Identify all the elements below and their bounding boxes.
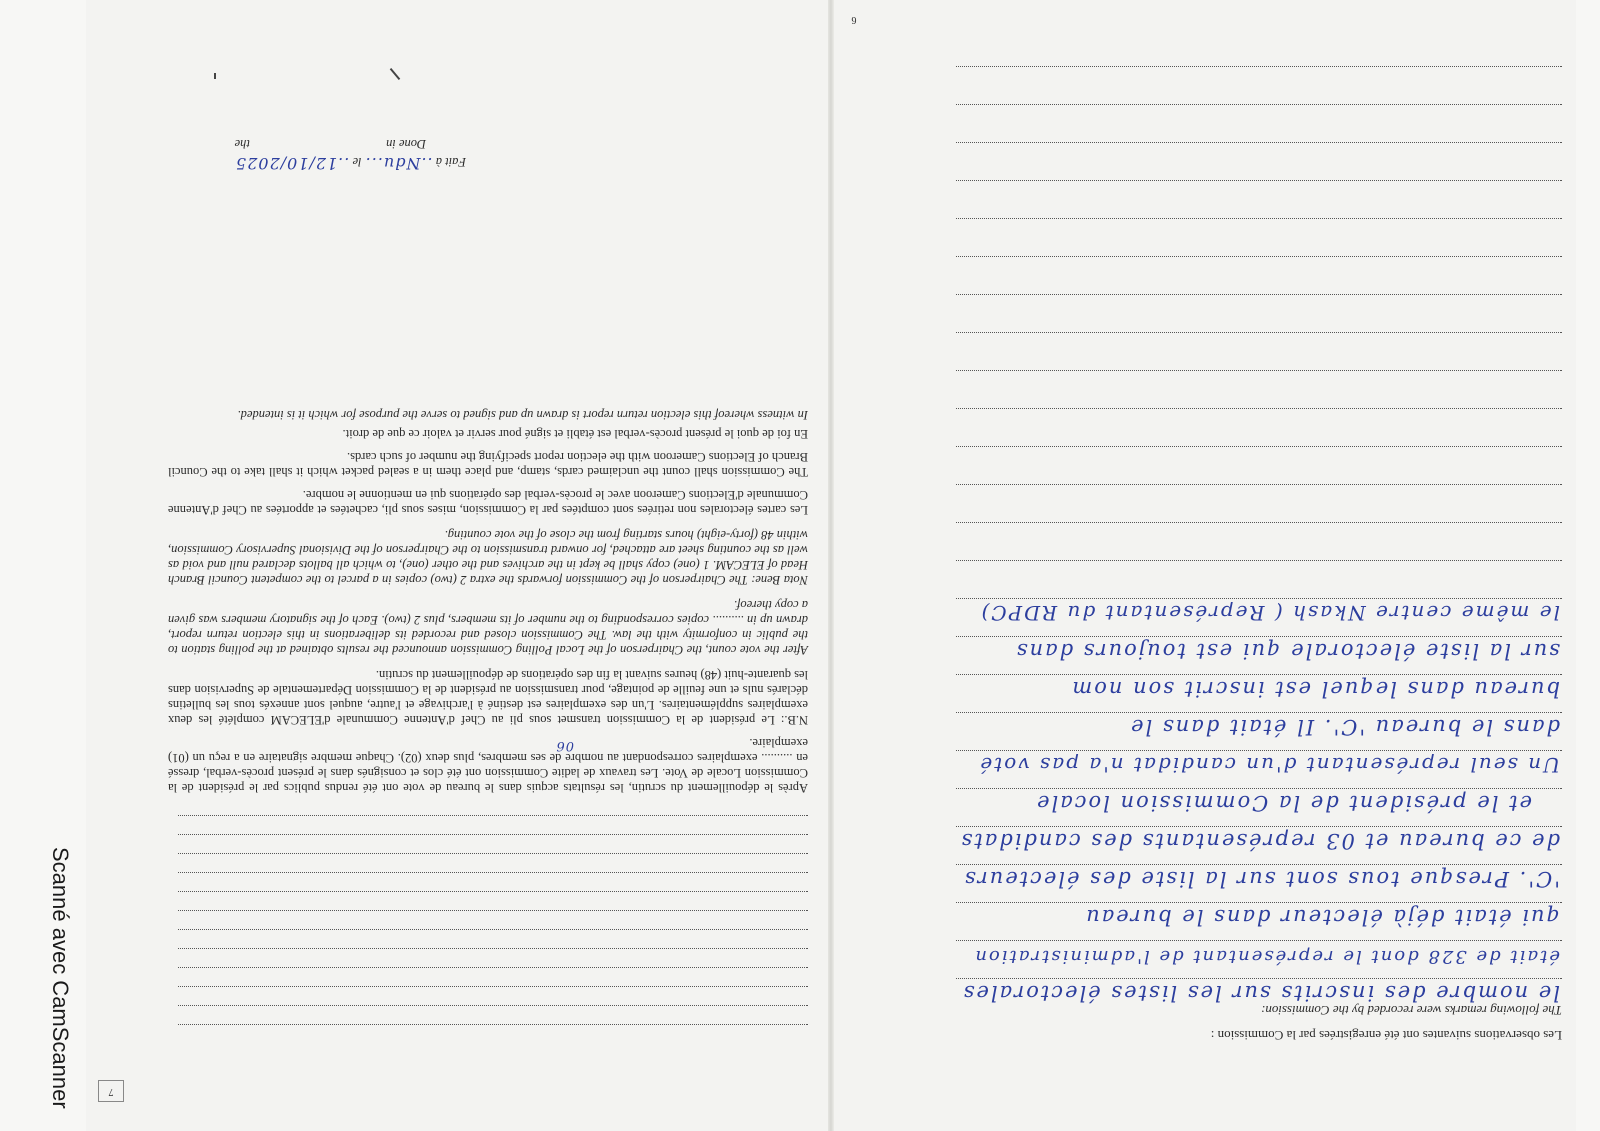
intro-paragraph-fr: Après le dépouillement du scrutin, les résultats acquis dans le bureau de vote ont été rendus publics par le président de la Commission Locale de Vote. Les travaux de ladite Commission ont été clos et consignés dans le présent procès-verbal, dressé en .......... exemplaires correspondant au nombre de ses membres, plus deux (02). Chaque membre signataire en a reçu un (01) exemplaire.	[168, 736, 808, 795]
in-witness-paragraph-en: In witness whereof this election return report is drawn up and signed to serve the purpose for which it is intended.	[237, 408, 808, 422]
remarks-heading-en: The following remarks were recorded by the Commission:	[1260, 1003, 1562, 1018]
nb-paragraph-fr: N.B.: Le président de la Commission transmet sous pli au Chef d'Antenne Communale d'ELECAM complété les deux exemplaires supplémentaires. L'un des exemplaires est destiné à l'archivage et l'autre, auquel sont annexés tous les bulletins déclarés nuls et une feuille de pointage, pour transmission au président de la Commission Départementale de Supervision dans les quarante-huit (48) heures suivant la fin des opérations de dépouillement du scrutin.	[168, 668, 808, 727]
body-text	[168, 403, 808, 795]
in-faith-paragraph-fr: En foi de quoi le présent procès-verbal est établi et signé pour servir et valoir ce que de droit.	[342, 427, 808, 441]
left-page	[90, 0, 826, 1131]
scan-mark	[390, 68, 401, 80]
nota-bene-paragraph-en: Nota Bene: The Chairperson of the Commission forwards the extra 2 (two) copies in a parcel to the competent Council Branch Head of ELECAM. 1 (one) copy shall be kept in the archives and the other (one), to which all ballots declared null and void as well as the counting sheet are attached, for onward transmission to the Chairperson of the Divisional Supervisory Commission, within 48 (forty-eight) hours starting from the close of the vote counting.	[168, 528, 808, 587]
page-number: 6	[851, 14, 857, 25]
book-binding	[828, 0, 834, 1131]
handwritten-line: le nombre des inscrits sur les listes électorales	[961, 981, 1560, 1005]
handwritten-copies-count: 06	[555, 738, 574, 753]
done-in-row: Done in the	[234, 137, 426, 151]
unclaimed-cards-paragraph-en: The Commission shall count the unclaimed cards, stamp, and place them in a sealed packet which it shall take to the Council Branch of Elections Cameroon with the election report specifying the number of such cards.	[168, 450, 808, 479]
remarks-heading	[882, 1003, 1562, 1043]
after-count-paragraph-en: After the vote count, the Chairperson of the Local Polling Commission announced the results obtained at the polling station to the public in conformity with the law. The Commission closed and recorded its deliberations in this election return report, drawn up in .......... copies corresponding to the number of its members, plus 2 (two). Each of the signatory members was given a copy thereof.	[168, 598, 808, 657]
handwritten-line: le même centre Nkash ( Représentant du RDPC)	[979, 601, 1560, 625]
handwritten-line: de ce bureau et 03 représentants des candidats	[959, 829, 1560, 853]
signature-place-date-row: Fait à ..Ndu... le ..12/10/2025	[235, 154, 466, 173]
handwritten-line: dans le bureau 'C'. Il était dans le	[1129, 715, 1560, 739]
handwritten-line: 'C'. Presque tous sont sur la liste des électeurs	[962, 867, 1560, 891]
page-number: 7	[98, 1080, 124, 1102]
scan-mark	[214, 73, 216, 79]
handwritten-line: Un seul représentant d'un candidat n'a pas voté	[978, 753, 1560, 777]
right-page	[836, 0, 1572, 1131]
handwritten-line: bureau dans lequel est inscrit son nom	[1070, 677, 1560, 701]
camscanner-watermark: Scanné avec CamScanner	[48, 847, 73, 1109]
unclaimed-cards-paragraph-fr: Les cartes électorales non retirées sont comptées par la Commission, mises sous pli, cachetées et apportées au Chef d'Antenne Communale d'Elections Cameroon avec le procès-verbal des opérations qui en mentionne le nombre.	[168, 488, 808, 517]
handwritten-line: sur la liste électorale qui est toujours dans	[1014, 639, 1560, 663]
handwritten-line: et le président de la Commission locale	[1035, 791, 1532, 815]
handwritten-place: ..Ndu...	[364, 154, 433, 173]
handwritten-line: qui était déjà électeur dans le bureau	[1084, 905, 1560, 929]
handwritten-date: ..12/10/2025	[235, 154, 350, 173]
handwritten-line: était de 328 dont le représentant de l'administration	[973, 946, 1560, 967]
remarks-heading-fr: Les observations suivantes ont été enregistrées par la Commission :	[1210, 1028, 1562, 1043]
